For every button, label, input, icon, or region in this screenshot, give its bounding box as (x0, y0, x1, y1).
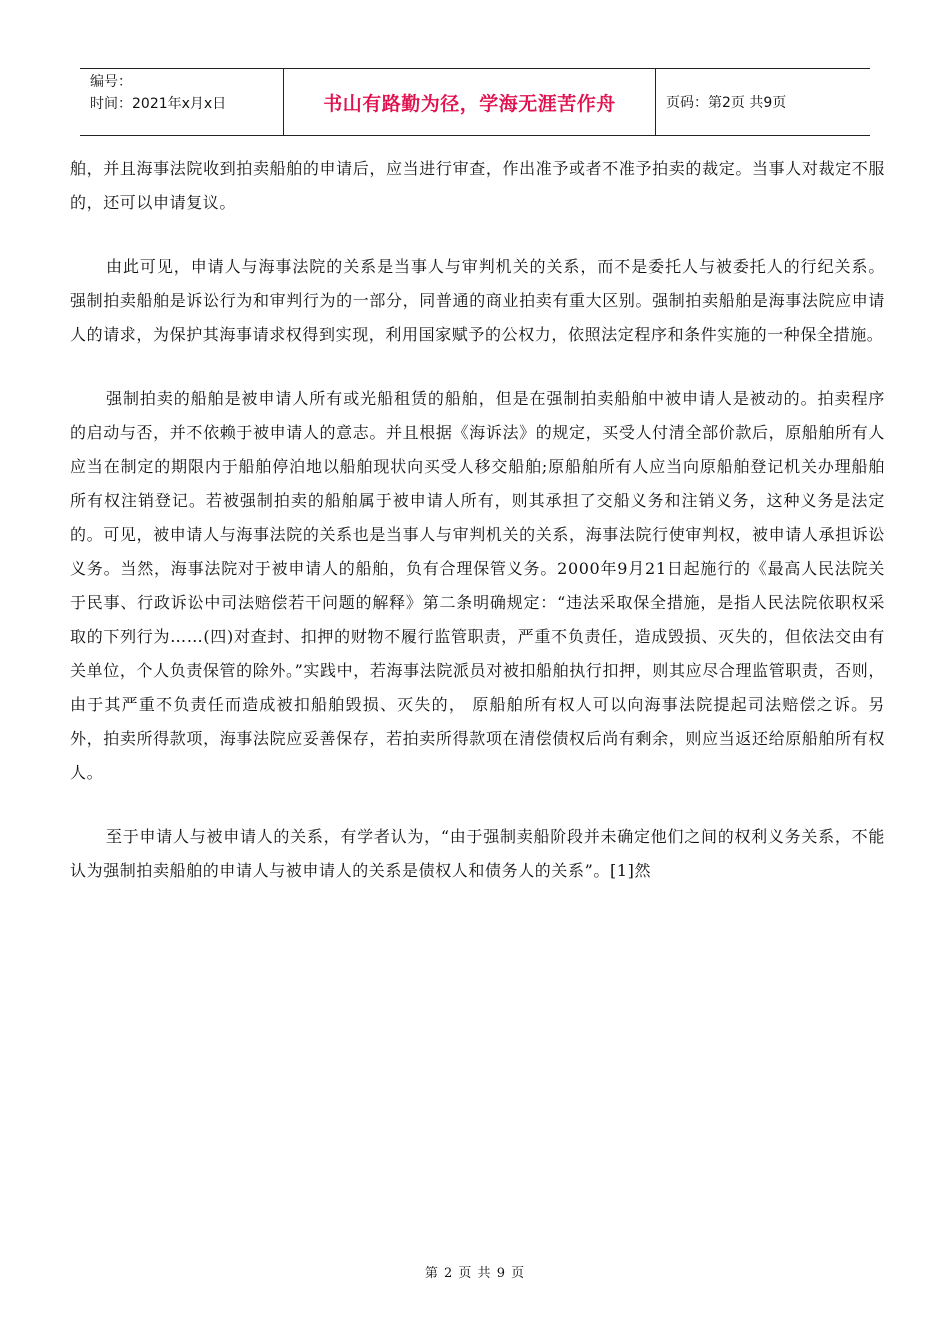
body-paragraph: 强制拍卖的船舶是被申请人所有或光船租赁的船舶，但是在强制拍卖船舶中被申请人是被动的。拍卖程序的启动与否，并不依赖于被申请人的意志。并且根据《海诉法》的规定，买受人付清全部价款后，原船舶所有人应当在制定的期限内于船舶停泊地以船舶现状向买受人移交船舶;原船舶所有人应当向原船舶登记机关办理船舶所有权注销登记。若被强制拍卖的船舶属于被申请人所有，则其承担了交船义务和注销义务，这种义务是法定的。可见，被申请人与海事法院的关系也是当事人与审判机关的关系，海事法院行使审判权，被申请人承担诉讼义务。当然，海事法院对于被申请人的船舶，负有合理保管义务。2000年9月21日起施行的《最高人民法院关于民事、行政诉讼中司法赔偿若干问题的解释》第二条明确规定：“违法采取保全措施，是指人民法院依职权采取的下列行为……(四)对查封、扣押的财物不履行监管职责，严重不负责任，造成毁损、灭失的，但依法交由有关单位，个人负责保管的除外。”实践中，若海事法院派员对被扣船舶执行扣押，则其应尽合理监管职责，否则，由于其严重不负责任而造成被扣船舶毁损、灭失的， 原船舶所有权人可以向海事法院提起司法赔偿之诉。另外，拍卖所得款项，海事法院应妥善保存，若拍卖所得款项在清偿债权后尚有剩余，则应当返还给原船舶所有权人。 (70, 389, 885, 782)
document-header (80, 68, 870, 136)
date-label: 时间：2021年x月x日 (90, 96, 227, 112)
header-page-info: 页码：第2页 共9页 (666, 95, 787, 111)
header-meta-cell (80, 69, 284, 135)
header-motto-cell (284, 69, 656, 135)
document-body (70, 152, 885, 918)
header-motto: 书山有路勤为径，学海无涯苦作舟 (323, 92, 616, 115)
body-paragraph: 舶，并且海事法院收到拍卖船舶的申请后，应当进行审查，作出准予或者不准予拍卖的裁定。当事人对裁定不服的，还可以申请复议。 (70, 159, 885, 212)
header-page-cell (656, 69, 870, 135)
body-paragraph: 由此可见，申请人与海事法院的关系是当事人与审判机关的关系，而不是委托人与被委托人的行纪关系。强制拍卖船舶是诉讼行为和审判行为的一部分，同普通的商业拍卖有重大区别。强制拍卖船舶是海事法院应申请人的请求，为保护其海事请求权得到实现，利用国家赋予的公权力，依照法定程序和条件实施的一种保全措施。 (70, 257, 885, 344)
page-footer (0, 1262, 950, 1281)
footer-page-number: 第 2 页 共 9 页 (424, 1266, 526, 1281)
body-paragraph: 至于申请人与被申请人的关系，有学者认为，“由于强制卖船阶段并未确定他们之间的权利义务关系，不能认为强制拍卖船舶的申请人与被申请人的关系是债权人和债务人的关系”。[1]然 (70, 827, 885, 880)
serial-number-label: 编号： (90, 74, 132, 90)
